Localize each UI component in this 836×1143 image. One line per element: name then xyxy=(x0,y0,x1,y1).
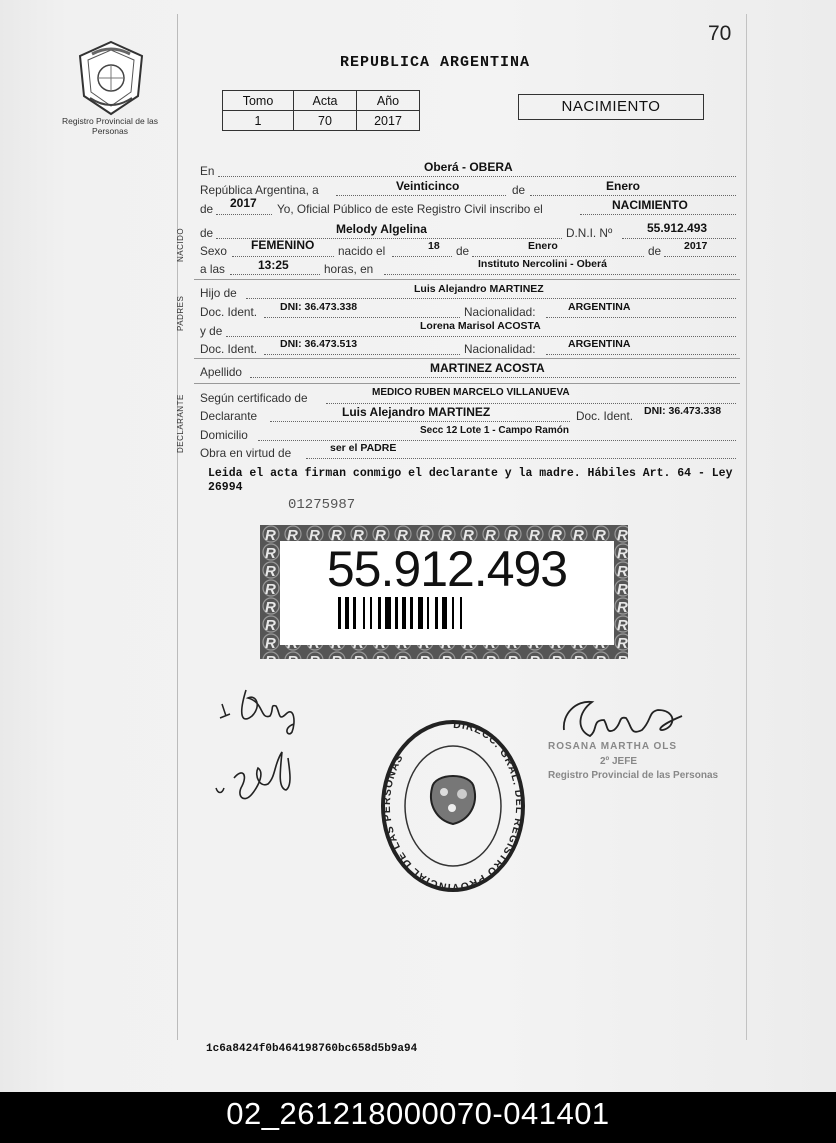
value-lugar-nac: Instituto Nercolini - Oberá xyxy=(478,258,607,270)
record-type-box: NACIMIENTO xyxy=(518,94,704,120)
barcode-bar xyxy=(345,597,349,629)
label-de: de xyxy=(200,202,214,216)
value-hora: 13:25 xyxy=(258,258,289,272)
value-madre-nac: ARGENTINA xyxy=(568,338,631,350)
page-number: 70 xyxy=(708,22,732,45)
section-divider xyxy=(194,279,740,280)
value-acta: 70 xyxy=(294,111,357,131)
barcode-bar xyxy=(442,597,447,629)
stamp-number: 01275987 xyxy=(288,497,356,513)
barcode-bar xyxy=(370,597,372,629)
label-doc-padre: Doc. Ident. xyxy=(200,305,258,319)
barcode-bar xyxy=(353,597,356,629)
barcode-bar xyxy=(460,597,462,629)
label-nac-padre: Nacionalidad: xyxy=(464,305,536,319)
closing-note: Leida el acta firman conmigo el declarante y la madre. Hábiles Art. 64 - Ley 26994 xyxy=(208,467,733,494)
header-anio: Año xyxy=(357,91,420,111)
value-nombre: Melody Algelina xyxy=(336,222,427,236)
section-padres: PADRES xyxy=(176,295,185,331)
seal-caption: Registro Provincial de las Personas xyxy=(62,116,158,136)
label-republica: República Argentina, a xyxy=(200,183,319,197)
dotted-line xyxy=(472,246,644,257)
value-tomo: 1 xyxy=(223,111,294,131)
value-padre: Luis Alejandro MARTINEZ xyxy=(414,283,544,295)
label-doc-madre: Doc. Ident. xyxy=(200,342,258,356)
label-nacido-el: nacido el xyxy=(338,244,386,258)
label-segun: Según certificado de xyxy=(200,391,308,405)
record-table xyxy=(222,90,420,131)
sticker-number: 55.912.493 xyxy=(326,541,568,597)
right-margin-line xyxy=(746,14,747,1040)
barcode-bar xyxy=(385,597,391,629)
barcode-bar xyxy=(338,597,341,629)
section-declarante: DECLARANTE xyxy=(176,394,185,454)
value-tipo-inscripcion: NACIMIENTO xyxy=(612,198,688,212)
header-tomo: Tomo xyxy=(223,91,294,111)
left-margin-line xyxy=(177,14,178,1040)
label-dni: D.N.I. Nº xyxy=(566,226,613,240)
value-lugar: Oberá - OBERA xyxy=(424,160,513,174)
section-divider xyxy=(194,383,740,384)
value-dni: 55.912.493 xyxy=(647,221,708,235)
barcode-bar xyxy=(378,597,381,629)
section-nacido: NACIDO xyxy=(176,227,185,263)
signatory-role: 2º JEFE xyxy=(600,756,638,767)
value-declarante-doc: DNI: 36.473.338 xyxy=(644,405,722,417)
value-madre-doc: DNI: 36.473.513 xyxy=(280,338,358,350)
footer-code: 02_261218000070-041401 xyxy=(226,1096,610,1131)
value-anio: 2017 xyxy=(357,111,420,131)
label-doc-declarante: Doc. Ident. xyxy=(576,409,634,423)
value-anio-nac: 2017 xyxy=(684,240,708,252)
label-sexo: Sexo xyxy=(200,244,227,258)
value-domicilio: Secc 12 Lote 1 - Campo Ramón xyxy=(420,425,569,436)
label-apellido: Apellido xyxy=(200,365,242,379)
label-y-de: y de xyxy=(200,324,223,338)
value-apellido: MARTINEZ ACOSTA xyxy=(430,361,545,375)
value-certificado: MEDICO RUBEN MARCELO VILLANUEVA xyxy=(372,387,570,398)
value-padre-nac: ARGENTINA xyxy=(568,301,631,313)
barcode-bar xyxy=(395,597,398,629)
barcode-bar xyxy=(418,597,423,629)
value-mes: Enero xyxy=(606,179,641,193)
header-acta: Acta xyxy=(294,91,357,111)
value-dia-nac: 18 xyxy=(428,240,440,252)
label-de-nombre: de xyxy=(200,226,214,240)
label-yo: Yo, Oficial Público de este Registro Civil inscribo el xyxy=(277,202,543,216)
document-title: REPUBLICA ARGENTINA xyxy=(340,54,531,71)
dotted-line xyxy=(392,246,452,257)
value-declarante: Luis Alejandro MARTINEZ xyxy=(342,405,491,419)
value-padre-doc: DNI: 36.473.338 xyxy=(280,301,358,313)
barcode-bar xyxy=(452,597,454,629)
value-anio: 2017 xyxy=(230,196,257,210)
sticker-barcode xyxy=(338,597,560,629)
value-mes-nac: Enero xyxy=(528,240,558,252)
province-seal-icon xyxy=(76,40,146,116)
seal-ring-text: DIRECC. GRAL. DEL REGISTRO PROVINCIAL DE LAS PERSONAS xyxy=(380,718,526,894)
section-divider xyxy=(194,358,740,359)
handwritten-initials-icon xyxy=(208,676,318,821)
value-madre: Lorena Marisol ACOSTA xyxy=(420,320,541,332)
value-obra: ser el PADRE xyxy=(330,442,397,454)
label-obra: Obra en virtud de xyxy=(200,446,292,460)
label-declarante: Declarante xyxy=(200,409,258,423)
barcode-bar xyxy=(363,597,365,629)
official-seal-icon xyxy=(378,714,528,899)
barcode-bar xyxy=(427,597,429,629)
value-dia: Veinticinco xyxy=(396,179,460,193)
label-horas-en: horas, en xyxy=(324,262,374,276)
value-sexo: FEMENINO xyxy=(251,238,315,252)
label-en: En xyxy=(200,164,215,178)
label-de-small-1: de xyxy=(456,244,470,258)
label-hijo-de: Hijo de xyxy=(200,286,237,300)
label-de-mid: de xyxy=(512,183,526,197)
barcode-bar xyxy=(402,597,406,629)
label-a-las: a las xyxy=(200,262,225,276)
barcode-bar xyxy=(410,597,413,629)
dni-sticker xyxy=(260,525,628,659)
signatory-name: ROSANA MARTHA OLS xyxy=(548,741,678,752)
barcode-bar xyxy=(435,597,438,629)
label-de-small-2: de xyxy=(648,244,662,258)
signatory-office: Registro Provincial de las Personas xyxy=(548,770,719,781)
label-nac-madre: Nacionalidad: xyxy=(464,342,536,356)
document-hash: 1c6a8424f0b464198760bc658d5b9a94 xyxy=(206,1043,418,1055)
label-domicilio: Domicilio xyxy=(200,428,248,442)
